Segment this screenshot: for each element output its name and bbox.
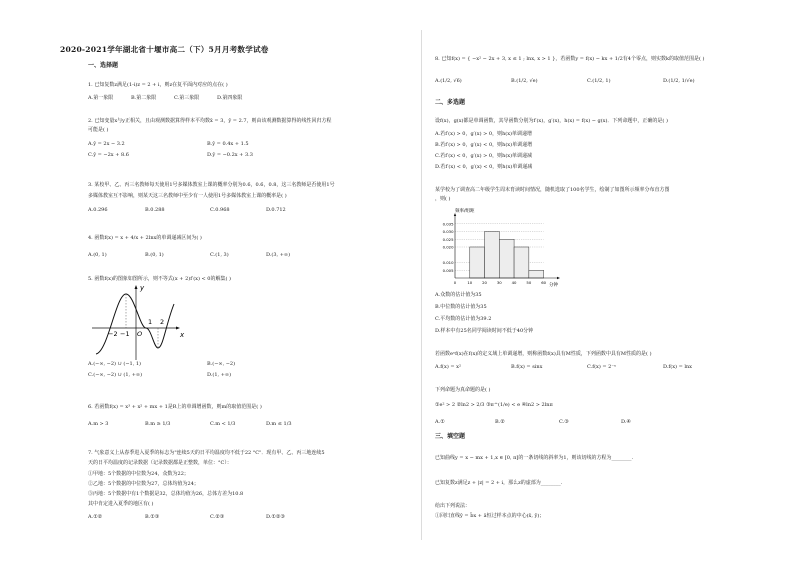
x-tick-label-3: 30: [496, 280, 502, 285]
q9-option-a: A.若f′(x) > 0，g′(x) > 0，则h(x)单调递增: [435, 131, 533, 137]
q10-histogram: [435, 206, 565, 292]
q5-option-a: A.(−∞, −2) ∪ (−1, 1): [88, 361, 142, 367]
q8-option-c: C.(1/2, 1): [587, 78, 611, 84]
q5-graph-x-label: x: [180, 331, 185, 339]
q4-option-b: B.(0, 1): [145, 252, 164, 258]
q5-function-graph: [88, 284, 188, 362]
x-tick-label-6: 60: [541, 280, 547, 285]
q5-graph-tick-neg1: −1: [120, 330, 130, 338]
column-divider: [421, 30, 422, 540]
x-tick-label-1: 10: [467, 280, 473, 285]
q2-option-d: D.ŷ = −0.2x + 3.3: [207, 152, 253, 158]
q7-item-3: ③丙地：5个数据中有1个数据是32，总体均值为26，总体方差为10.8: [88, 491, 244, 497]
y-tick-label-5: 0.035: [442, 221, 454, 227]
y-tick-label-1: 0.010: [442, 260, 454, 265]
q6-option-b: B.m ≥ 1/3: [145, 421, 171, 427]
q8-option-d: D.(1/2, 1/√e): [663, 78, 695, 84]
histogram-bar-4: [529, 270, 544, 278]
section-choice-title: 一、选择题: [88, 62, 119, 69]
q15-stem: 给出下列说法：: [435, 503, 471, 509]
x-tick-label-2: 20: [482, 280, 487, 285]
q6-option-a: A.m > 3: [88, 421, 109, 427]
q6-option-c: C.m < 1/3: [210, 421, 236, 427]
q1-option-c: C.第三象限: [174, 95, 200, 101]
q10-stem-line2: ，则( ): [435, 196, 451, 202]
q9-option-b: B.若f′(x) > 0，g′(x) < 0，则h(x)单调递增: [435, 142, 533, 148]
x-tick-label-4: 40: [511, 280, 517, 285]
q7-item-2: ②乙地：5个数据的中位数为27，总体均值为24；: [88, 481, 199, 487]
histogram-y-label: 频率/组距: [455, 209, 475, 214]
q6-option-d: D.m ≤ 1/3: [266, 421, 292, 427]
q3-option-c: C.0.968: [210, 207, 230, 213]
x-axis-arrow: [557, 277, 560, 279]
section-multi-title: 二、多选题: [435, 99, 466, 106]
q12-option-c: C.③: [559, 419, 569, 425]
q7-option-a: A.①②: [88, 514, 103, 520]
q11-option-b: B.f(x) = sinx: [511, 364, 543, 370]
q4-stem: 4. 函数f(x) = x + 4/x + 2lnx的单调递减区间为( ): [88, 235, 202, 241]
q14-stem: 已知复数z满足z + |z| = 2 + i，那么z的虚部为________.: [435, 480, 563, 486]
q4-option-d: D.(3, +∞): [266, 252, 291, 258]
q7-option-c: C.②③: [210, 514, 225, 520]
q7-stem-line2: 天的日平均温度的记录数据（记录数据都是正整数，单位：°C）：: [88, 460, 232, 466]
q11-option-c: C.f(x) = 2⁻ˣ: [587, 364, 617, 370]
q12-stem: 下列命题为真命题的是( ): [435, 387, 491, 393]
q13-stem: 已知曲线y = x − mx + 1,x ∈ [0, π]的一条切线的斜率为1，则该切线的方程为________.: [435, 455, 634, 461]
q3-option-a: A.0.296: [88, 207, 108, 213]
q3-stem-line1: 3. 某校甲、乙、丙三名教师每天使用1号多媒体教室上课的概率分别为0.6，0.6，0.8，这三名教师是否使用1号: [88, 182, 335, 188]
q10-option-a: A.众数的估计值为35: [435, 292, 482, 298]
q7-option-d: D.①②③: [266, 514, 285, 520]
section-fill-title: 三、填空题: [435, 433, 466, 440]
q10-stem-line1: 某学校为了调查高二年级学生周末育读时间情况，随机选取了100名学生，绘制了如图所示频率分布直方图: [435, 187, 670, 193]
q11-stem: 若函数eˣf(x)在f(x)的定义域上单调递增，则称函数f(x)具有M性质，下列函数中具有M性质的是( ): [435, 351, 652, 357]
q10-option-d: D.样本中有25名同学阅读时间不低于40分钟: [435, 328, 534, 334]
q11-option-a: A.f(x) = x²: [435, 364, 461, 370]
q4-option-c: C.(1, 3): [210, 252, 229, 258]
q9-option-c: C.若f′(x) < 0，g′(x) > 0，则h(x)单调递减: [435, 153, 533, 159]
histogram-bar-0: [470, 247, 485, 278]
q9-option-d: D.若f′(x) < 0，g′(x) < 0，则h(x)单调递减: [435, 164, 533, 170]
q2-option-c: C.ŷ = −2x + 8.6: [88, 152, 129, 158]
q4-option-a: A.(0, 1): [88, 252, 107, 258]
q1-option-d: D.第四象限: [217, 95, 243, 101]
histogram-bar-3: [514, 247, 529, 278]
q3-option-d: D.0.712: [266, 207, 286, 213]
q8-stem: 8. 已知f(x) = { −x² − 2x + 3, x ≤ 1 ; lnx, x > 1 }，若函数y = f(x) − kx + 1/2有4个零点，则实数k的取值范围是( ): [435, 56, 705, 62]
histogram-x-ticks: [454, 280, 547, 285]
q10-option-c: C.平均数的估计值为39.2: [435, 316, 492, 322]
q1-option-a: A.第一象限: [88, 95, 114, 101]
q15-item-1: ①回归直线ŷ = b̂x + â恒过样本点的中心(x̄, ȳ)；: [435, 513, 545, 519]
q7-item-1: ①甲地：5个数据的中位数为24，众数为22；: [88, 471, 189, 477]
q3-option-b: B.0.288: [145, 207, 165, 213]
q2-stem-line2: 可能是( ): [88, 127, 109, 133]
q5-graph-tick-neg2: −2: [108, 330, 118, 338]
y-tick-label-2: 0.020: [442, 244, 454, 250]
q1-option-b: B.第二象限: [131, 95, 157, 101]
q12-items: ①e² > 2 ②ln2 > 2/3 ③π^(1/e) < e ④ln2 > 2lnπ: [435, 402, 553, 408]
q5-option-d: D.(1, +∞): [207, 372, 232, 378]
page-title: 2020-2021学年湖北省十堰市高二（下）5月月考数学试卷: [60, 45, 269, 54]
q7-option-b: B.①③: [145, 514, 160, 520]
q5-graph-tick-1: 1: [148, 318, 153, 326]
q5-graph-y-label: y: [140, 284, 145, 292]
q5-graph-origin: O: [137, 330, 143, 338]
q1-stem: 1. 已知复数z满足(1-i)z = 2 + i，则z在复平面内对应的点在( ): [88, 82, 228, 88]
q2-stem-line1: 2. 已知变量x与y正相关，且由观测数据算得样本平均数x̄ = 3，ȳ = 2.7，则由该观测数据算得的线性回归方程: [88, 118, 332, 124]
q2-option-a: A.ŷ = 2x − 3.2: [88, 141, 125, 147]
q7-stem-line3: 其中肯定进入夏季的地区有( ): [88, 501, 154, 507]
q8-option-a: A.(1/2, √6): [435, 78, 462, 84]
histogram-y-ticks: [443, 221, 454, 273]
q5-option-c: C.(−∞, −2) ∪ (1, +∞): [88, 372, 143, 378]
histogram-bar-2: [499, 239, 514, 278]
histogram-bar-1: [485, 232, 500, 279]
q3-stem-line2: 多媒体教室互不影响，则某天这三名教师中至少有一人使用1号多媒体教室上课的概率是( ): [88, 193, 287, 199]
x-tick-label-0: 0: [453, 280, 457, 285]
q8-option-b: B.(1/2, √e): [511, 78, 538, 84]
histogram-x-label: 分钟: [549, 283, 558, 288]
q2-option-b: B.ŷ = 0.4x + 1.5: [207, 141, 249, 147]
q12-option-b: B.②: [495, 419, 505, 425]
q12-option-a: A.①: [435, 419, 445, 425]
q5-option-b: B.(−∞, −2): [207, 361, 236, 367]
q10-option-b: B.中位数的估计值为35: [435, 304, 487, 310]
histogram-bars: [470, 232, 544, 279]
q12-option-d: D.④: [621, 419, 631, 425]
x-tick-label-5: 50: [526, 280, 532, 285]
q7-stem-line1: 7. 气象意义上从春季进入夏季的标志为"连续5天的日平均温度均不低于22 °C"．现有甲、乙、丙三地连续5: [88, 450, 325, 456]
y-tick-label-0: 0.005: [442, 267, 454, 273]
q5-stem: 5. 函数f(x)的图象如图所示，则不等式(x + 2)f′(x) < 0的解集( ): [88, 276, 231, 282]
q5-graph-tick-2: 2: [160, 318, 165, 326]
y-tick-label-4: 0.030: [442, 229, 454, 234]
q6-stem: 6. 若函数f(x) = x³ + x² + mx + 1是R上的单调增函数，则m的取值范围是( ): [88, 404, 262, 410]
q11-option-d: D.f(x) = lnx: [663, 364, 692, 370]
q9-stem: 设f(x)，g(x)都是单调函数，其导函数分别为f′(x)，g′(x)，h(x) = f(x) − g(x)．下列命题中，正确的是( ): [435, 118, 668, 124]
y-tick-label-3: 0.025: [442, 236, 454, 242]
